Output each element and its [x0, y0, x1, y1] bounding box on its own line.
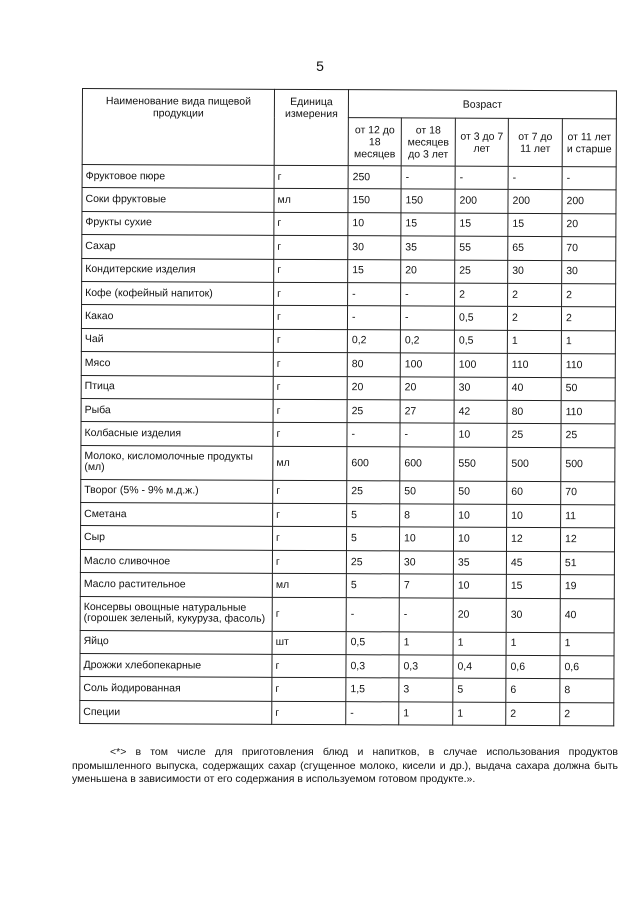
page-number: 5 [316, 58, 324, 74]
row-unit: г [274, 165, 348, 189]
row-name: Чай [81, 328, 273, 352]
row-value: 2 [507, 307, 561, 331]
row-value: 10 [453, 574, 506, 598]
row-unit: г [273, 352, 347, 376]
row-value: 15 [401, 213, 455, 237]
row-value: 250 [348, 166, 401, 190]
header-age: Возраст [348, 90, 616, 119]
row-value: 25 [346, 551, 399, 575]
row-value: - [399, 598, 453, 632]
row-name: Фруктовое пюре [82, 165, 274, 189]
row-value: 25 [347, 400, 400, 424]
row-value: 25 [455, 260, 508, 284]
row-value: 1,5 [346, 678, 399, 702]
row-value: 100 [454, 353, 507, 377]
table-row [81, 445, 615, 481]
row-value: 5 [453, 679, 506, 703]
header-name: Наименование вида пищевой продукции [82, 89, 274, 166]
header-age-group: от 3 до 7 лет [455, 118, 508, 166]
row-unit: г [274, 282, 348, 306]
row-name: Масло растительное [80, 573, 272, 597]
row-value: 0,4 [453, 655, 506, 679]
row-value: 10 [399, 527, 453, 551]
row-value: - [562, 167, 616, 191]
row-value: 6 [506, 679, 560, 703]
row-value: 550 [454, 447, 507, 481]
table-row [81, 422, 615, 448]
row-value: 30 [562, 260, 616, 284]
row-value: 10 [507, 504, 561, 528]
row-value: 5 [347, 504, 400, 528]
row-value: 0,5 [454, 306, 507, 330]
row-value: 20 [347, 376, 400, 400]
row-name: Сахар [82, 235, 274, 259]
row-unit: мл [272, 574, 346, 598]
row-value: 1 [507, 330, 561, 354]
row-value: 200 [455, 190, 508, 214]
row-value: 600 [400, 447, 454, 481]
row-name: Молоко, кисломолочные продукты (мл) [81, 445, 273, 480]
header-age-group: от 18 месяцев до 3 лет [401, 118, 455, 166]
row-value: 10 [454, 423, 507, 447]
row-value: 51 [560, 551, 614, 575]
row-value: 0,3 [346, 655, 399, 679]
row-value: 19 [560, 575, 614, 599]
row-value: - [346, 701, 399, 725]
row-name: Творог (5% - 9% м.д.ж.) [81, 479, 273, 503]
row-unit: мл [273, 446, 347, 480]
table-row [82, 188, 616, 214]
table-row [81, 305, 615, 331]
row-value: - [401, 166, 455, 190]
row-value: 8 [400, 504, 454, 528]
row-value: 15 [455, 213, 508, 237]
row-value: - [346, 597, 399, 631]
row-unit: г [274, 259, 348, 283]
row-value: 0,2 [400, 330, 454, 354]
row-value: 42 [454, 400, 507, 424]
row-value: 1 [453, 632, 506, 656]
row-value: 1 [399, 632, 453, 656]
row-name: Колбасные изделия [81, 422, 273, 446]
table-row [81, 479, 615, 505]
row-value: 35 [453, 551, 506, 575]
row-value: 0,5 [346, 631, 399, 655]
row-unit: г [273, 480, 347, 504]
row-unit: г [273, 399, 347, 423]
row-name: Дрожжи хлебопекарные [80, 654, 272, 678]
row-value: 10 [348, 212, 401, 236]
row-value: 27 [400, 400, 454, 424]
row-unit: г [272, 597, 346, 631]
row-value: 50 [561, 377, 615, 401]
row-name: Рыба [81, 398, 273, 422]
row-value: 60 [507, 481, 561, 505]
row-value: - [400, 423, 454, 447]
row-value: 30 [508, 260, 562, 284]
table-row [80, 700, 614, 726]
row-value: 0,3 [399, 655, 453, 679]
row-name: Кондитерские изделия [82, 258, 274, 282]
row-value: - [347, 306, 400, 330]
row-value: 80 [507, 400, 561, 424]
table-row [80, 654, 614, 680]
table-row [80, 596, 614, 632]
row-name: Яйцо [80, 630, 272, 654]
row-value: 15 [508, 213, 562, 237]
row-value: 20 [453, 598, 506, 632]
table-row [81, 503, 615, 529]
table-body [80, 165, 616, 727]
row-value: 5 [346, 574, 399, 598]
row-value: 7 [399, 574, 453, 598]
row-value: 110 [561, 354, 615, 378]
table-row [81, 375, 615, 401]
table-row [81, 328, 615, 354]
row-name: Масло сливочное [80, 549, 272, 573]
row-unit: г [273, 423, 347, 447]
row-unit: шт [272, 631, 346, 655]
row-value: 600 [347, 446, 400, 480]
row-unit: г [272, 527, 346, 551]
row-value: 20 [401, 259, 455, 283]
row-value: 110 [507, 353, 561, 377]
row-value: 200 [562, 190, 616, 214]
row-value: 2 [561, 307, 615, 331]
row-name: Какао [81, 305, 273, 329]
row-value: 110 [561, 400, 615, 424]
row-value: - [455, 166, 508, 190]
row-value: 200 [508, 190, 562, 214]
row-value: 12 [506, 528, 560, 552]
row-value: 30 [506, 598, 560, 632]
footnote: <*> в том числе для приготовления блюд и напитков, в случае использования продуктов промышленного выпуска, содержащих сахар (сгущенное молоко, кисели и др.), выдача сахара должна быть уменьшена в зависимости от его содержания в используемом готовом продукте.». [72, 746, 618, 785]
row-value: 0,6 [560, 656, 614, 680]
row-value: 10 [453, 528, 506, 552]
row-value: - [508, 166, 562, 190]
row-value: - [348, 283, 401, 307]
row-name: Птица [81, 375, 273, 399]
row-value: 1 [560, 632, 614, 656]
row-value: 100 [400, 353, 454, 377]
row-value: 25 [561, 424, 615, 448]
header-age-group: от 7 до 11 лет [508, 118, 562, 166]
row-unit: г [274, 212, 348, 236]
row-value: 35 [401, 236, 455, 260]
row-value: 1 [399, 702, 453, 726]
table-row [82, 211, 616, 237]
row-value: 25 [347, 480, 400, 504]
food-norms-table [79, 88, 617, 727]
row-name: Сыр [80, 526, 272, 550]
row-value: 2 [562, 284, 616, 308]
row-value: 25 [507, 424, 561, 448]
row-value: 3 [399, 678, 453, 702]
row-value: 30 [348, 236, 401, 260]
row-name: Специи [80, 700, 272, 724]
row-value: 30 [454, 377, 507, 401]
header-age-group: от 12 до 18 месяцев [348, 118, 401, 166]
row-unit: г [274, 236, 348, 260]
table-row [81, 398, 615, 424]
header-unit: Единица измерения [274, 89, 348, 165]
row-value: - [347, 423, 400, 447]
row-value: 2 [455, 283, 508, 307]
row-name: Консервы овощные натуральные (горошек зеленый, кукуруза, фасоль) [80, 596, 272, 631]
row-value: 70 [561, 481, 615, 505]
row-name: Соки фруктовые [82, 188, 274, 212]
row-value: - [400, 306, 454, 330]
row-value: 40 [560, 598, 614, 632]
row-value: 5 [346, 527, 399, 551]
row-value: 8 [560, 679, 614, 703]
row-value: 50 [454, 481, 507, 505]
row-value: 1 [561, 330, 615, 354]
row-name: Кофе (кофейный напиток) [82, 281, 274, 305]
row-value: 0,6 [506, 655, 560, 679]
row-name: Сметана [81, 503, 273, 527]
row-value: 1 [506, 632, 560, 656]
row-unit: г [272, 678, 346, 702]
row-value: 2 [506, 702, 560, 726]
table-row [80, 677, 614, 703]
row-value: 65 [508, 237, 562, 261]
row-value: 500 [507, 447, 561, 481]
table-row [82, 165, 616, 191]
table-row [81, 352, 615, 378]
table-row [82, 235, 616, 261]
row-name: Соль йодированная [80, 677, 272, 701]
row-unit: г [273, 306, 347, 330]
row-unit: г [272, 701, 346, 725]
table-row [80, 549, 614, 575]
row-value: 70 [562, 237, 616, 261]
row-value: - [401, 283, 455, 307]
row-value: 20 [562, 213, 616, 237]
row-value: 20 [400, 376, 454, 400]
row-value: 1 [453, 702, 506, 726]
row-unit: г [272, 654, 346, 678]
row-value: 12 [560, 528, 614, 552]
row-value: 80 [347, 353, 400, 377]
row-value: 0,5 [454, 330, 507, 354]
row-value: 30 [399, 551, 453, 575]
row-value: 10 [454, 504, 507, 528]
table-row [82, 258, 616, 284]
row-unit: мл [274, 189, 348, 213]
row-value: 15 [506, 575, 560, 599]
row-value: 150 [348, 189, 401, 213]
row-value: 2 [560, 702, 614, 726]
row-value: 45 [506, 551, 560, 575]
row-unit: г [273, 329, 347, 353]
row-value: 15 [348, 259, 401, 283]
row-value: 0,2 [347, 329, 400, 353]
row-value: 150 [401, 189, 455, 213]
table-row [82, 281, 616, 307]
table-row [80, 573, 614, 599]
table-row [80, 526, 614, 552]
row-value: 50 [400, 481, 454, 505]
row-unit: г [273, 376, 347, 400]
row-value: 2 [508, 283, 562, 307]
table-row [80, 630, 614, 656]
row-name: Мясо [81, 352, 273, 376]
header-age-group: от 11 лет и старше [562, 119, 616, 167]
row-value: 500 [561, 447, 615, 481]
row-unit: г [272, 550, 346, 574]
row-name: Фрукты сухие [82, 211, 274, 235]
row-value: 55 [455, 236, 508, 260]
row-unit: г [273, 503, 347, 527]
row-value: 11 [561, 505, 615, 529]
row-value: 40 [507, 377, 561, 401]
